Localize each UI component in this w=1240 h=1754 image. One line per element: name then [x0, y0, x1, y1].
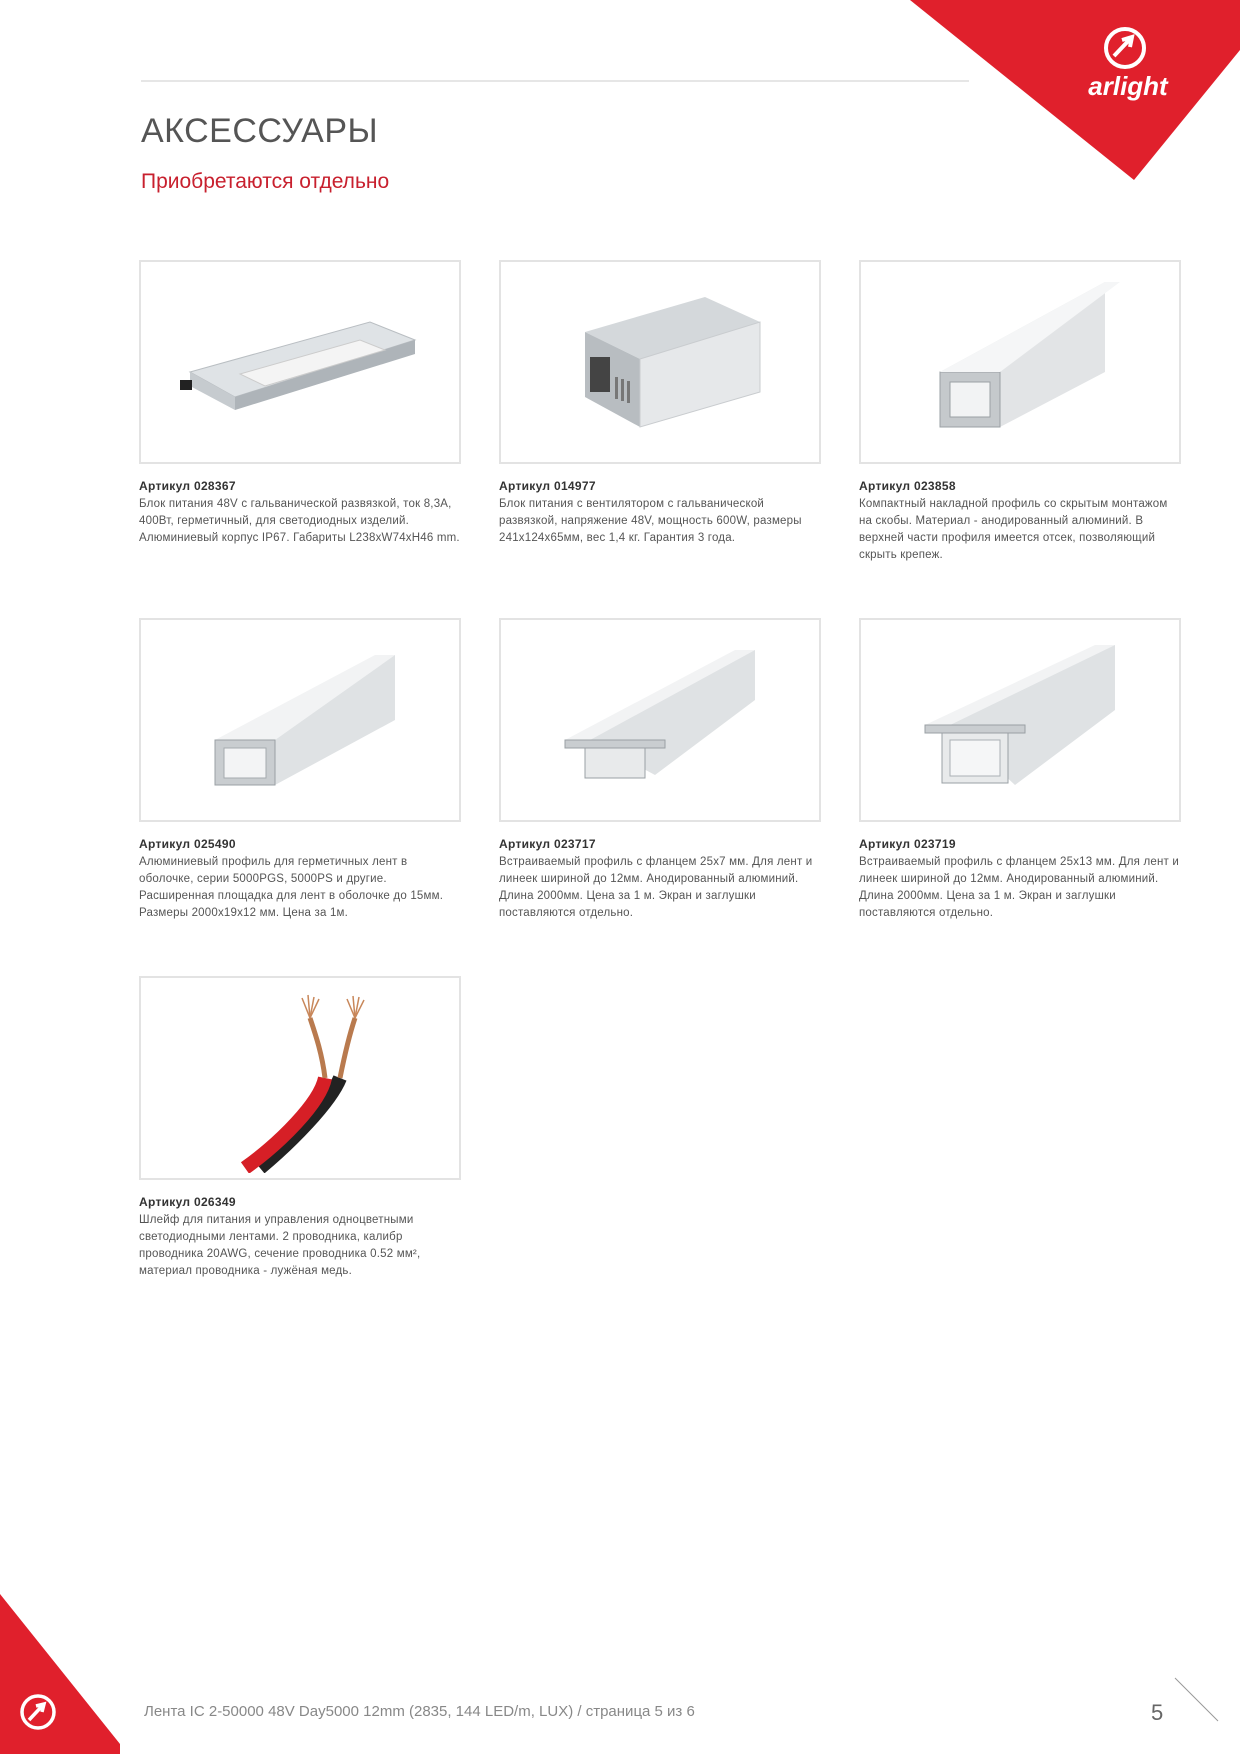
product-photo [859, 618, 1181, 822]
product-card [859, 618, 1181, 922]
product-photo [499, 618, 821, 822]
product-article: Артикул 028367 [139, 479, 236, 493]
page-number: 5 [1151, 1700, 1164, 1725]
product-card [139, 618, 461, 922]
product-description: Встраиваемый профиль с фланцем 25х13 мм. Для лент и линеек шириной до 12мм. Анодированный алюминий. Длина 2000мм. Цена за 1 м. Экран и заглушки поставляются отдельно. [859, 856, 1180, 919]
flange-profile-deep-icon [920, 640, 1120, 800]
product-photo [859, 260, 1181, 464]
header-divider [141, 80, 969, 82]
product-description: Шлейф для питания и управления одноцветными светодиодными лентами. 2 проводника, калибр проводника 20AWG, сечение проводника 0.52 мм², материал проводника - лужёная медь. [139, 1214, 421, 1277]
two-wire-cable-icon [200, 983, 400, 1173]
product-photo [499, 260, 821, 464]
product-description: Блок питания 48V с гальванической развязкой, ток 8,3А, 400Вт, герметичный, для светодиодных изделий. Алюминиевый корпус IP67. Габариты L238xW74xH46 mm. [139, 498, 460, 544]
product-article: Артикул 014977 [499, 479, 596, 493]
product-card [859, 260, 1181, 564]
aluminum-profile-wide-icon [200, 645, 400, 795]
flange-profile-icon [560, 645, 760, 795]
product-description: Встраиваемый профиль с фланцем 25х7 мм. Для лент и линеек шириной до 12мм. Анодированный алюминий. Длина 2000мм. Цена за 1 м. Экран и заглушки поставляются отдельно. [499, 856, 813, 919]
brand-logo-text: arlight [1088, 71, 1168, 101]
product-description: Алюминиевый профиль для герметичных лент в оболочке, серии 5000PGS, 5000PS и другие. Расширенная площадка для лент в оболочке до 15мм. Размеры 2000х19х12 мм. Цена за 1м. [139, 856, 444, 919]
footer-document-info: Лента IC 2-50000 48V Day5000 12mm (2835, 144 LED/m, LUX) / страница 5 из 6 [144, 1703, 695, 1720]
power-supply-fan-icon [545, 287, 775, 437]
page-number-slash [1170, 1676, 1220, 1726]
product-article: Артикул 025490 [139, 837, 236, 851]
page-subtitle: Приобретаются отдельно [141, 170, 390, 193]
brand-corner-logo [910, 0, 1240, 180]
aluminum-profile-icon [920, 277, 1120, 447]
product-article: Артикул 023719 [859, 837, 956, 851]
product-card [139, 976, 461, 1280]
product-card [499, 618, 821, 922]
product-description: Блок питания с вентилятором с гальванической развязкой, напряжение 48V, мощность 600W, размеры 241х124х65мм, вес 1,4 кг. Гарантия 3 года. [499, 498, 802, 544]
product-article: Артикул 023717 [499, 837, 596, 851]
product-photo [139, 618, 461, 822]
product-article: Артикул 026349 [139, 1195, 236, 1209]
product-photo [139, 260, 461, 464]
product-article: Артикул 023858 [859, 479, 956, 493]
product-description: Компактный накладной профиль со скрытым монтажом на скобы. Материал - анодированный алюминий. В верхней части профиля имеется отсек, позволяющий скрыть крепеж. [859, 498, 1168, 561]
page-title: АКСЕССУАРЫ [141, 112, 379, 150]
footer-brand-corner [0, 1594, 120, 1754]
product-photo [139, 976, 461, 1180]
product-card [499, 260, 821, 547]
product-card [139, 260, 461, 547]
power-supply-ip67-icon [170, 302, 430, 422]
